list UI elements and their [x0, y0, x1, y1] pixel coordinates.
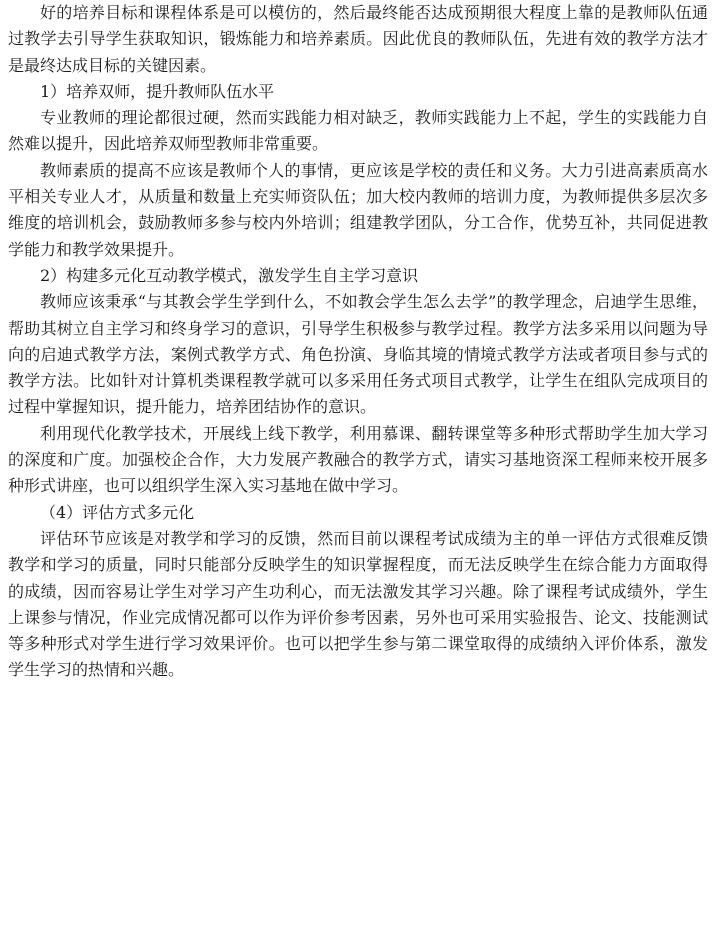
- body-paragraph: 利用现代化教学技术，开展线上线下教学，利用慕课、翻转课堂等多种形式帮助学生加大学习的深度和广度。加强校企合作，大力发展产教融合的教学方式，请实习基地资深工程师来校开展多种形式讲座，也可以组织学生深入实习基地在做中学习。: [8, 423, 708, 496]
- body-paragraph: 好的培养目标和课程体系是可以模仿的，然后最终能否达成预期很大程度上靠的是教师队伍通过教学去引导学生获取知识，锻炼能力和培养素质。因此优良的教师队伍，先进有效的教学方法才是最终达成目标的关键因素。: [8, 3, 708, 75]
- body-paragraph: 教师素质的提高不应该是教师个人的事情，更应该是学校的责任和义务。大力引进高素质高水平相关专业人才，从质量和数量上充实师资队伍；加大校内教师的培训力度，为教师提供多层次多维度的培训机会，鼓励教师多参与校内外培训；组建教学团队，分工合作，优势互补，共同促进教学能力和教学效果提升。: [8, 160, 708, 259]
- body-paragraph: 教师应该秉承“与其教会学生学到什么，不如教会学生怎么去学”的教学理念，启迪学生思维，帮助其树立自主学习和终身学习的意识，引导学生积极参与教学过程。教学方法多采用以问题为导向的启迪式教学方法，案例式教学方式、角色扮演、身临其境的情境式教学方法或者项目参与式的教学方法。比如针对计算机类课程教学就可以多采用任务式项目式教学，让学生在组队完成项目的过程中掌握知识，提升能力，培养团结协作的意识。: [8, 292, 708, 417]
- body-paragraph: 专业教师的理论都很过硬，然而实践能力相对缺乏，教师实践能力上不起，学生的实践能力自然难以提升，因此培养双师型教师非常重要。: [8, 108, 708, 154]
- body-paragraph: 评估环节应该是对教学和学习的反馈，然而目前以课程考试成绩为主的单一评估方式很难反馈教学和学习的质量，同时只能部分反映学生的知识掌握程度，而无法反映学生在综合能力方面取得的成绩，因而容易让学生对学习产生功利心，而无法激发其学习兴趣。除了课程考试成绩外，学生上课参与情况，作业完成情况都可以作为评价参考因素，另外也可采用实验报告、论文、技能测试等多种形式对学生进行学习效果评价。也可以把学生参与第二课堂取得的成绩纳入评价体系，激发学生学习的热情和兴趣。: [8, 528, 708, 680]
- section-heading: （4）评估方式多元化: [40, 502, 195, 522]
- section-heading: 1）培养双师，提升教师队伍水平: [40, 81, 275, 101]
- section-heading: 2）构建多元化互动教学模式，激发学生自主学习意识: [40, 265, 419, 285]
- document-page: [8, 0, 708, 684]
